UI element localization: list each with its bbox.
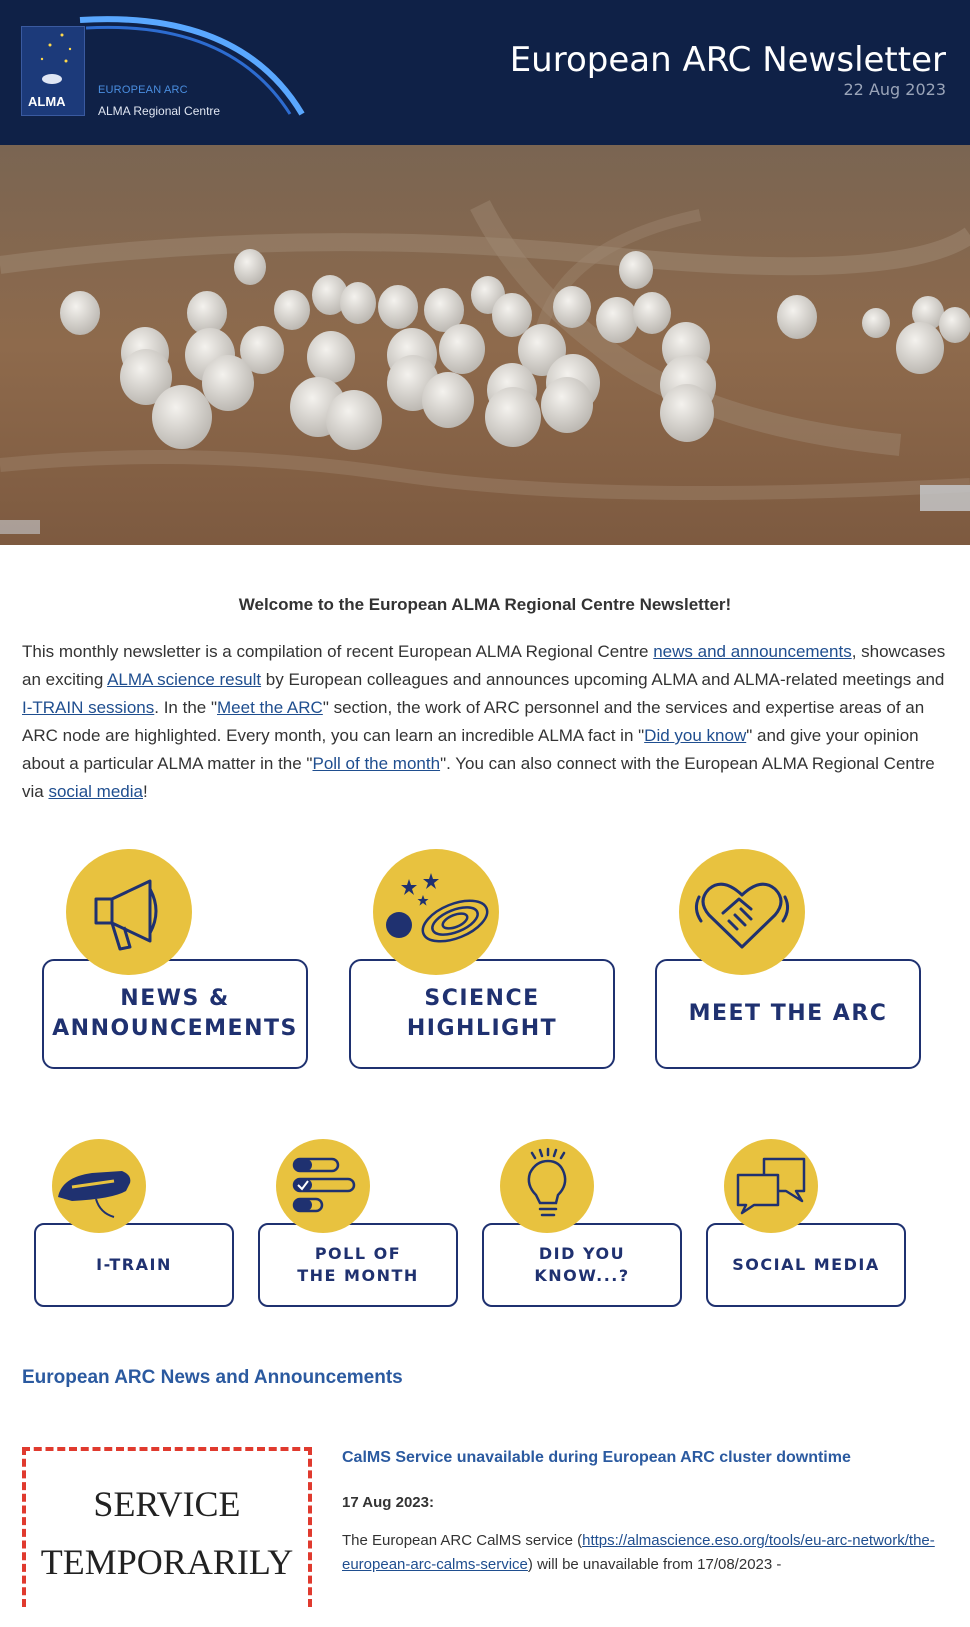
meet-the-arc-button[interactable] xyxy=(655,959,921,1069)
image-text: TEMPORARILY xyxy=(40,1542,294,1582)
science-result-link[interactable]: ALMA science result xyxy=(107,670,262,689)
logo-badge-text: ALMA xyxy=(28,94,66,109)
news-announcements-button[interactable] xyxy=(42,959,308,1069)
itrain-label: I-TRAIN xyxy=(96,1255,172,1274)
news-section-title: European ARC News and Announcements xyxy=(22,1367,403,1388)
intro-text: ". You can also connect with the European ALMA Regional Centre via xyxy=(22,754,935,801)
poll-link[interactable]: Poll of the month xyxy=(312,754,441,773)
label-line: DID YOU xyxy=(538,1244,626,1263)
intro-text: " section, the work of ARC personnel and the services and expertise areas of an ARC node are highlighted. Every month, you can learn an incredible ALMA fact in " xyxy=(22,698,925,745)
label-line: KNOW...? xyxy=(534,1266,630,1285)
news-item-body xyxy=(342,1529,942,1577)
poll-of-the-month-button[interactable] xyxy=(258,1223,458,1307)
label-line: POLL OF xyxy=(314,1244,402,1263)
image-text: SERVICE xyxy=(93,1484,241,1524)
train-icon[interactable] xyxy=(52,1139,146,1233)
chat-bubbles-icon[interactable] xyxy=(724,1139,818,1233)
label-line: HIGHLIGHT xyxy=(406,1016,558,1041)
galaxy-icon[interactable] xyxy=(373,849,499,975)
secondary-section-nav xyxy=(0,1139,970,1339)
megaphone-icon[interactable] xyxy=(66,849,192,975)
welcome-heading: Welcome to the European ALMA Regional Centre Newsletter! xyxy=(238,595,732,614)
label-line: ANNOUNCEMENTS xyxy=(52,1016,298,1041)
body-text: ) will be unavailable from 17/08/2023 - xyxy=(527,1556,782,1573)
itrain-button[interactable] xyxy=(34,1223,234,1307)
newsletter-header xyxy=(0,0,970,145)
label-line: SCIENCE xyxy=(424,986,540,1011)
itrain-link[interactable]: I-TRAIN sessions xyxy=(22,698,155,717)
hero-image-antennas xyxy=(0,145,970,545)
intro-text: This monthly newsletter is a compilation of recent European ALMA Regional Centre xyxy=(22,642,654,661)
lightbulb-icon[interactable] xyxy=(500,1139,594,1233)
newsletter-title: European ARC Newsletter xyxy=(509,40,946,80)
newsletter-date: 22 Aug 2023 xyxy=(843,80,946,99)
service-unavailable-image xyxy=(22,1447,312,1607)
social-media-link[interactable]: social media xyxy=(48,782,143,801)
intro-paragraph xyxy=(22,638,948,806)
meet-the-arc-link[interactable]: Meet the ARC xyxy=(217,698,323,717)
did-you-know-link[interactable]: Did you know xyxy=(644,726,747,745)
calms-service-link[interactable]: https://almascience.eso.org/tools/eu-arc-network/the-european-arc-calms-service xyxy=(342,1532,935,1573)
news-item-date: 17 Aug 2023: xyxy=(342,1494,434,1511)
poll-label xyxy=(260,1243,456,1287)
news-link[interactable]: news and announcements xyxy=(653,642,852,661)
social-media-button[interactable] xyxy=(706,1223,906,1307)
meet-the-arc-label: MEET THE ARC xyxy=(688,1001,888,1026)
label-line: NEWS & xyxy=(120,986,230,1011)
antenna-field-illustration xyxy=(0,145,970,545)
social-media-label: SOCIAL MEDIA xyxy=(732,1255,880,1274)
did-you-know-label xyxy=(484,1243,680,1287)
body-text: The European ARC CalMS service ( xyxy=(342,1532,583,1549)
intro-text: . In the " xyxy=(154,698,217,717)
did-you-know-button[interactable] xyxy=(482,1223,682,1307)
news-item-title[interactable]: CalMS Service unavailable during European ARC cluster downtime xyxy=(342,1449,851,1466)
intro-text: by European colleagues and announces upcoming ALMA and ALMA-related meetings and xyxy=(261,670,945,689)
logo-sub-text: ALMA Regional Centre xyxy=(98,104,221,118)
poll-icon[interactable] xyxy=(276,1139,370,1233)
stars-dish-icon xyxy=(22,27,84,97)
intro-text: " and give your opinion about a particular ALMA matter in the " xyxy=(22,726,919,773)
news-announcements-label xyxy=(44,984,306,1044)
science-highlight-button[interactable] xyxy=(349,959,615,1069)
heart-handshake-icon[interactable] xyxy=(679,849,805,975)
science-highlight-label xyxy=(351,984,613,1044)
european-arc-logo[interactable] xyxy=(20,14,320,124)
logo-org-text: EUROPEAN ARC xyxy=(98,84,188,96)
primary-section-nav xyxy=(0,849,970,1119)
alma-logo-badge xyxy=(21,26,85,116)
intro-text: , showcases an exciting xyxy=(22,642,946,689)
news-item xyxy=(0,1427,970,1627)
intro-text: ! xyxy=(142,782,148,801)
label-line: THE MONTH xyxy=(297,1266,419,1285)
